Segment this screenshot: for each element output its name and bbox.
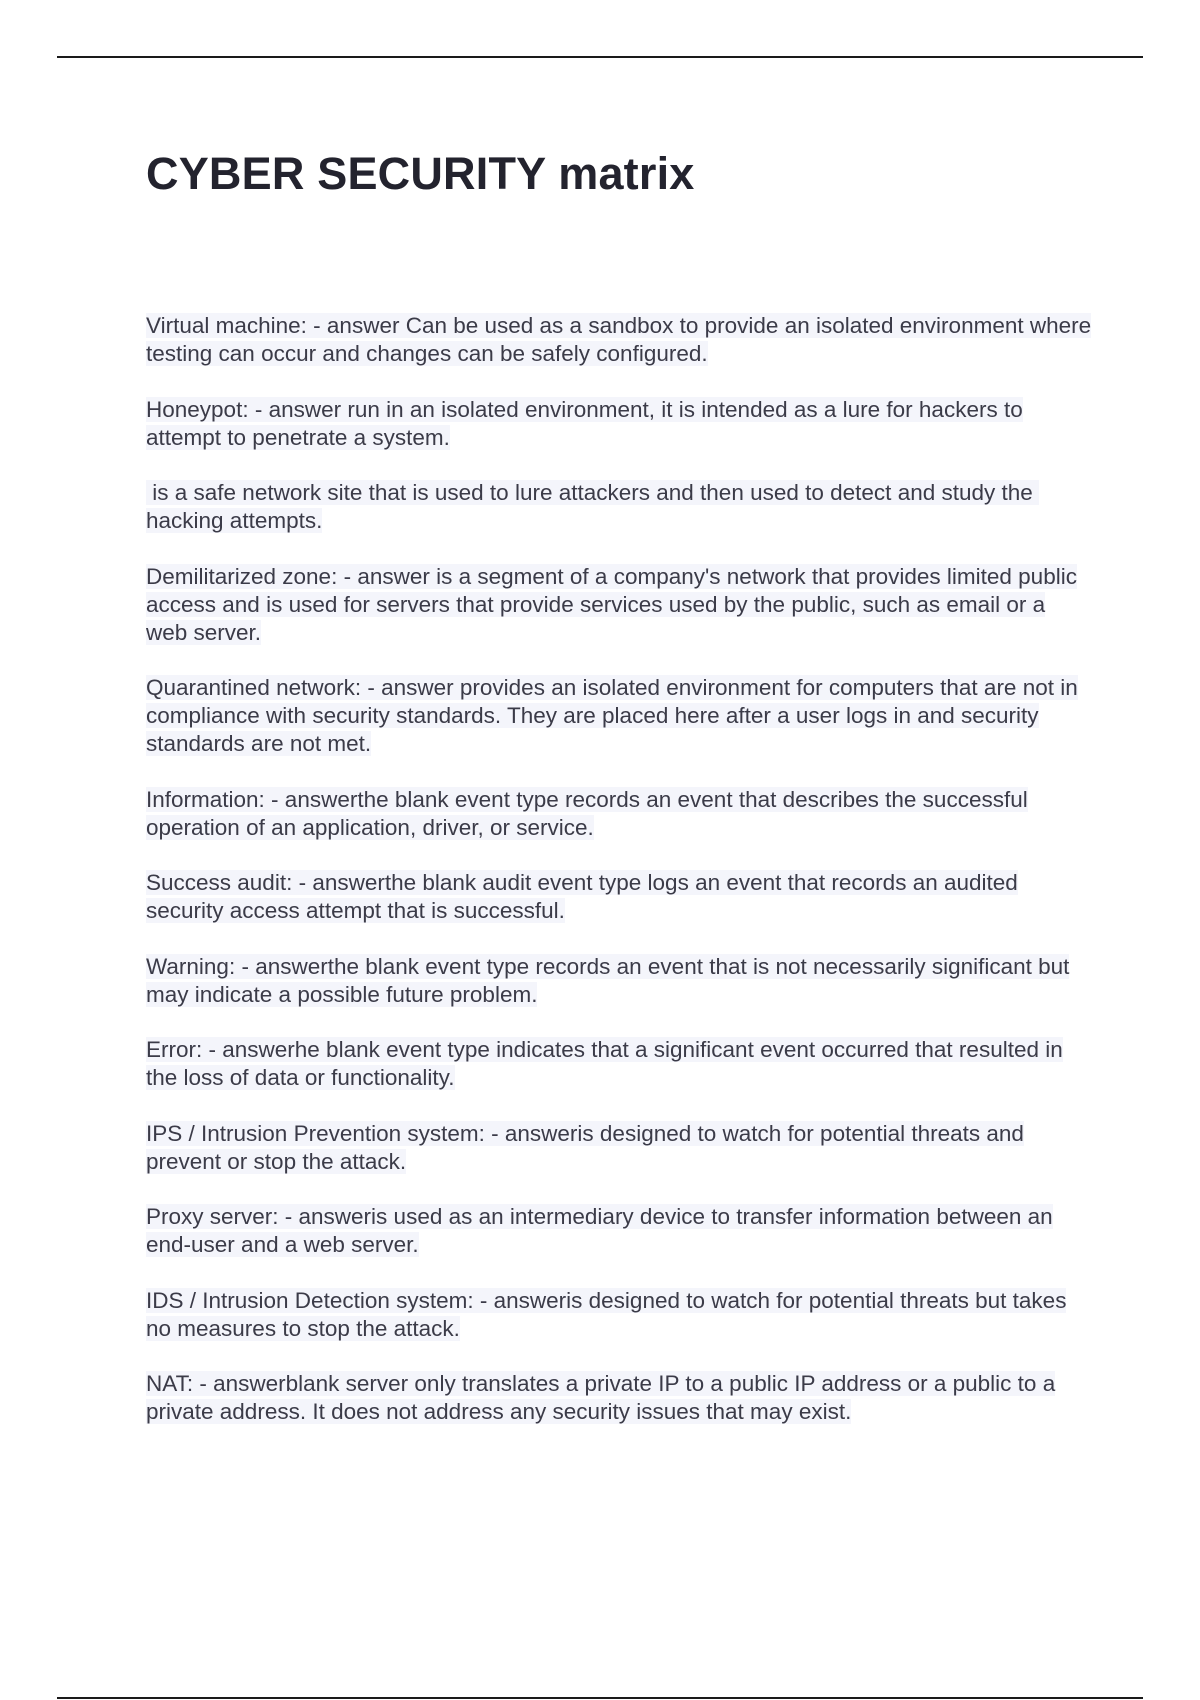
bottom-divider (57, 1697, 1143, 1699)
page-title: CYBER SECURITY matrix (146, 148, 695, 199)
qa-entry-text: Information: - answerthe blank event type records an event that describes the successful operation of an application, driver, or service. (146, 786, 1028, 840)
qa-entry-text: IPS / Intrusion Prevention system: - answeris designed to watch for potential threats and prevent or stop the attack. (146, 1120, 1024, 1174)
qa-entry-nat (146, 1370, 1092, 1426)
qa-entry-text: Error: - answerhe blank event type indicates that a significant event occurred that resulted in the loss of data or functionality. (146, 1037, 1063, 1090)
qa-entry-text: Success audit: - answerthe blank audit event type logs an event that records an audited security access attempt that is successful. (146, 870, 1018, 923)
qa-entry-warning (146, 953, 1092, 1009)
qa-entry-text: Demilitarized zone: - answer is a segment of a company's network that provides limited public access and is used for servers that provide services used by the public, such as email or a web server. (146, 563, 1077, 645)
qa-entry-text: NAT: - answerblank server only translates a private IP to a public IP address or a public to a private address. It does not address any security issues that may exist. (146, 1371, 1056, 1424)
qa-entry-text: Quarantined network: - answer provides an isolated environment for computers that are not in compliance with security standards. They are placed here after a user logs in and security standards are not met. (146, 675, 1078, 756)
qa-entry-error (146, 1036, 1092, 1092)
qa-entry-proxy-server (146, 1203, 1092, 1259)
qa-entry-quarantined-network (146, 674, 1092, 758)
qa-entry-text: is a safe network site that is used to lure attackers and then used to detect and study the hacking attempts. (146, 480, 1040, 533)
qa-entry-ids (146, 1287, 1092, 1343)
qa-entry-text: Proxy server: - answeris used as an intermediary device to transfer information between an end-user and a web server. (146, 1204, 1053, 1257)
qa-entry-information (146, 786, 1092, 842)
qa-entry-text: IDS / Intrusion Detection system: - answeris designed to watch for potential threats but takes no measures to stop the attack. (146, 1287, 1067, 1341)
qa-entry-ips (146, 1120, 1092, 1176)
qa-entry-honeypot (146, 396, 1092, 452)
qa-entry-virtual-machine (146, 312, 1092, 368)
qa-entry-success-audit (146, 869, 1092, 925)
qa-entry-text: Virtual machine: - answer Can be used as a sandbox to provide an isolated environment where testing can occur and changes can be safely configured. (146, 313, 1092, 366)
qa-list (146, 312, 1092, 1454)
qa-entry-demilitarized-zone (146, 563, 1092, 647)
top-divider (57, 56, 1143, 58)
qa-entry-text: Warning: - answerthe blank event type records an event that is not necessarily significant but may indicate a possible future problem. (146, 953, 1070, 1007)
qa-entry-text: Honeypot: - answer run in an isolated environment, it is intended as a lure for hackers to attempt to penetrate a system. (146, 396, 1023, 450)
qa-entry-honeypot-continued (146, 479, 1092, 535)
